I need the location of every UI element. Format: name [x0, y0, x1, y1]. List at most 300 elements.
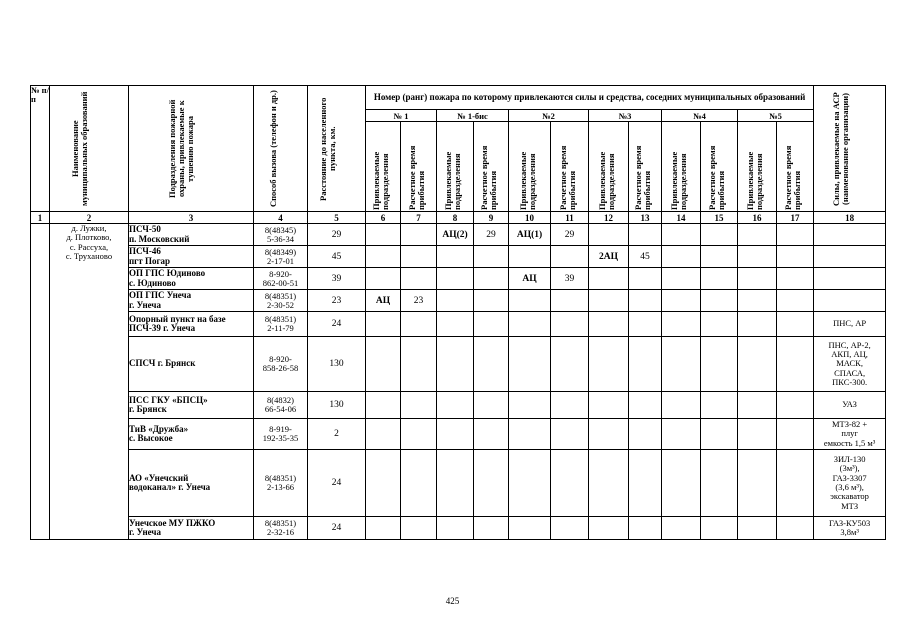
rank-time-cell [401, 450, 437, 517]
rank-time-cell [551, 337, 589, 392]
sub-time-label: Расчетное время прибытия [406, 145, 426, 210]
rank-time-cell [629, 419, 662, 450]
header-forces-label: Силы, привлекаемые на АСР (наименование организации) [830, 91, 850, 206]
text-line: ПНС, АР [833, 318, 867, 329]
rank-units-cell [662, 224, 701, 246]
header-municipality [50, 86, 129, 212]
contact-cell [254, 312, 308, 337]
column-number: 10 [509, 212, 551, 224]
text-line: пгт Погар [129, 255, 171, 266]
rank-time-cell [701, 419, 738, 450]
contact-cell [254, 450, 308, 517]
rank-time-cell [629, 450, 662, 517]
text-line: Опорный пункт на базе [129, 313, 226, 324]
column-number: 5 [308, 212, 366, 224]
rank-units-cell [437, 450, 474, 517]
rank-units-cell [738, 419, 777, 450]
sub-time-5 [701, 122, 738, 212]
rank-units-cell [589, 450, 629, 517]
rank-time-cell [701, 337, 738, 392]
rank-time-cell [701, 312, 738, 337]
sub-time-label: Расчетное время прибытия [633, 145, 652, 210]
column-number: 1 [31, 212, 50, 224]
text-line: 192-35-35 [262, 433, 299, 443]
text-line: д. Лужки, [71, 223, 107, 233]
fire-unit-cell [129, 246, 254, 268]
text-line: ПКС-300. [832, 377, 868, 388]
rank-1bis: № 1-бис [437, 110, 509, 122]
rank-units-cell [366, 224, 401, 246]
fire-unit-cell [129, 290, 254, 312]
text-line: 8(48345) [264, 224, 297, 235]
rank-units-cell [509, 392, 551, 419]
column-number-row [31, 212, 886, 224]
column-number: 13 [629, 212, 662, 224]
text-line: 2-13-66 [267, 482, 294, 492]
rank-time-cell [777, 392, 814, 419]
column-number: 11 [551, 212, 589, 224]
rank-units-cell [589, 517, 629, 540]
text-line: г. Унеча [129, 527, 161, 537]
rank-units-cell [437, 290, 474, 312]
rank-units-cell [437, 246, 474, 268]
rank-time-cell [401, 419, 437, 450]
text-line: ОП ГПС Унеча [129, 290, 192, 301]
rank-time-cell [629, 312, 662, 337]
sub-units-5 [662, 122, 701, 212]
text-line: 8-920- [269, 354, 292, 365]
sub-units-label: Привлекаемые подразделения [443, 151, 462, 210]
distance-cell: 23 [308, 290, 366, 312]
fire-unit-cell [129, 224, 254, 246]
contact-cell [254, 290, 308, 312]
page-number: 425 [445, 596, 460, 606]
rank-units-cell [738, 224, 777, 246]
sub-units-label: Привлекаемые подразделения [596, 151, 616, 210]
rank-time-cell: 39 [551, 268, 589, 290]
text-line: плуг [841, 428, 858, 439]
rank-units-cell [662, 392, 701, 419]
sub-time-label: Расчетное время прибытия [557, 145, 577, 210]
rank-time-cell [474, 450, 509, 517]
rescue-forces-cell [814, 224, 886, 246]
rank-units-cell [738, 392, 777, 419]
text-line: ПСЧ-46 [129, 246, 161, 257]
rank-units-cell [738, 517, 777, 540]
rescue-forces-cell [814, 392, 886, 419]
rank-units-cell [589, 392, 629, 419]
column-number: 17 [777, 212, 814, 224]
fire-forces-table [30, 85, 886, 540]
text-line: 2-30-52 [267, 299, 294, 310]
text-line: 8(48351) [264, 473, 297, 484]
text-line: ТиВ «Дружба» [129, 423, 189, 434]
rank-time-cell [551, 392, 589, 419]
rank-units-cell: АЦ(2) [437, 224, 474, 246]
rank-units-cell [437, 312, 474, 337]
rank-time-cell [629, 224, 662, 246]
rescue-forces-cell [814, 419, 886, 450]
rank-units-cell [589, 224, 629, 246]
fire-unit-cell [129, 268, 254, 290]
text-line: г. Унеча [129, 299, 161, 310]
rank-units-cell [738, 337, 777, 392]
column-number: 3 [129, 212, 254, 224]
rank-time-cell [474, 419, 509, 450]
sub-units-label: Привлекаемые подразделения [517, 151, 537, 210]
text-line: (3,6 м³), [835, 482, 864, 492]
rank-time-cell [551, 246, 589, 268]
rank-units-cell [366, 450, 401, 517]
distance-cell: 130 [308, 337, 366, 392]
table-row [31, 312, 886, 337]
rank-time-cell: 29 [551, 224, 589, 246]
text-line: ГАЗ-3307 [832, 472, 867, 483]
rank-time-cell: 29 [474, 224, 509, 246]
rank-time-cell [551, 419, 589, 450]
table-row [31, 337, 886, 392]
fire-unit-cell [129, 392, 254, 419]
rank-units-cell [738, 312, 777, 337]
rank-time-cell [474, 337, 509, 392]
rank-units-cell [589, 290, 629, 312]
rank-units-cell [366, 337, 401, 392]
sub-units-2 [437, 122, 474, 212]
rank-units-cell: АЦ [509, 268, 551, 290]
rank-time-cell [777, 312, 814, 337]
column-number: 15 [701, 212, 738, 224]
rank-units-cell [437, 337, 474, 392]
distance-cell: 39 [308, 268, 366, 290]
text-line: ОП ГПС Юдиново [129, 268, 206, 279]
text-line: 8(48351) [264, 290, 297, 301]
rescue-forces-cell [814, 517, 886, 540]
rank-time-cell [474, 268, 509, 290]
text-line: МАСК, [836, 358, 863, 369]
distance-cell: 130 [308, 392, 366, 419]
rescue-forces-cell [814, 268, 886, 290]
sub-units-4 [589, 122, 629, 212]
column-number: 16 [738, 212, 777, 224]
municipality-cell [50, 224, 129, 540]
rank-time-cell [777, 224, 814, 246]
rank-units-cell [662, 419, 701, 450]
rank-units-cell [662, 268, 701, 290]
text-line: ГАЗ-КУ503 [828, 517, 871, 528]
rank-units-cell [589, 419, 629, 450]
text-line: г. Брянск [129, 404, 167, 414]
sub-units-label: Привлекаемые подразделения [669, 151, 688, 210]
rank-units-cell [509, 337, 551, 392]
distance-cell: 24 [308, 450, 366, 517]
table-row [31, 246, 886, 268]
table-row [31, 290, 886, 312]
column-number: 4 [254, 212, 308, 224]
sub-time-label: Расчетное время прибытия [707, 145, 726, 210]
text-line: 66-54-06 [264, 404, 297, 414]
text-line: (3м³), [839, 463, 860, 474]
text-line: 858-26-58 [262, 363, 299, 373]
rank-units-cell [437, 268, 474, 290]
rank-units-cell [437, 419, 474, 450]
text-line: 8-920- [269, 268, 292, 279]
column-number: 2 [50, 212, 129, 224]
rank-2: №2 [509, 110, 589, 122]
table-row [31, 392, 886, 419]
header-num-label: № п/п [31, 85, 49, 105]
rank-units-cell [589, 268, 629, 290]
rank-time-cell [701, 392, 738, 419]
rank-units-cell [437, 392, 474, 419]
rank-units-cell [738, 290, 777, 312]
rank-time-cell [474, 246, 509, 268]
rank-time-cell [701, 290, 738, 312]
contact-cell [254, 224, 308, 246]
rank-units-cell [738, 450, 777, 517]
table-row [31, 450, 886, 517]
text-line: с. Высокое [129, 433, 173, 443]
fire-unit-cell [129, 517, 254, 540]
rank-time-cell [701, 268, 738, 290]
rank-time-cell [474, 392, 509, 419]
contact-cell [254, 268, 308, 290]
text-line: 5-36-34 [267, 233, 294, 244]
rank-time-cell: 45 [629, 246, 662, 268]
table-row [31, 517, 886, 540]
sub-units-label: Привлекаемые подразделения [371, 151, 390, 210]
rank-time-cell [777, 268, 814, 290]
column-number: 14 [662, 212, 701, 224]
rank-time-cell [629, 337, 662, 392]
text-line: водоканал» г. Унеча [129, 482, 211, 492]
rank-units-cell [437, 517, 474, 540]
sub-time-label: Расчетное время прибытия [783, 145, 802, 210]
rank-units-cell [509, 450, 551, 517]
text-line: Унечское МУ ПЖКО [129, 517, 216, 528]
rank-units-cell [509, 312, 551, 337]
rank-units-cell [366, 246, 401, 268]
rank-time-cell [629, 392, 662, 419]
rank-time-cell [777, 450, 814, 517]
rank-units-cell [589, 312, 629, 337]
text-line: 8-919- [269, 424, 292, 435]
sub-time-3 [551, 122, 589, 212]
text-line: МТЗ [841, 500, 859, 511]
rank-time-cell [629, 517, 662, 540]
table-header [31, 86, 886, 224]
fire-unit-cell [129, 312, 254, 337]
sub-units-3 [509, 122, 551, 212]
rank-time-cell [701, 450, 738, 517]
rank-time-cell [551, 290, 589, 312]
text-line: СПАСА, [834, 367, 866, 378]
contact-cell [254, 392, 308, 419]
sub-time-2 [474, 122, 509, 212]
sub-time-6 [777, 122, 814, 212]
column-number: 8 [437, 212, 474, 224]
text-line: 3,8м³ [840, 527, 859, 537]
column-number: 6 [366, 212, 401, 224]
header-rank-group [366, 86, 814, 110]
text-line: АО «Унечский [129, 472, 189, 483]
rank-units-cell [589, 337, 629, 392]
header-units-label: Подразделения пожарной охраны, привлекаемые к тушению пожара [167, 99, 195, 198]
rank-units-cell [366, 312, 401, 337]
rank-time-cell [401, 246, 437, 268]
rescue-forces-cell [814, 337, 886, 392]
text-line: с. Рассуха, [69, 241, 109, 252]
rank-time-cell [401, 337, 437, 392]
rank-units-cell: АЦ(1) [509, 224, 551, 246]
sub-units-1 [366, 122, 401, 212]
table-row [31, 268, 886, 290]
rank-units-cell [366, 517, 401, 540]
text-line: 862-00-51 [262, 277, 299, 288]
text-line: 8(48349) [264, 246, 297, 257]
text-line: емкость 1,5 м³ [823, 437, 876, 448]
header-distance [308, 86, 366, 212]
sub-units-label: Привлекаемые подразделения [745, 151, 764, 210]
distance-cell: 45 [308, 246, 366, 268]
header-municipality-label: Наименование муниципальных образований [70, 91, 89, 206]
column-number: 7 [401, 212, 437, 224]
distance-cell: 2 [308, 419, 366, 450]
header-forces [814, 86, 886, 212]
column-number: 9 [474, 212, 509, 224]
table-body [31, 224, 886, 540]
contact-cell [254, 419, 308, 450]
rank-units-cell [509, 246, 551, 268]
text-line: АКП, АЦ, [831, 348, 868, 359]
rank-units-cell [662, 290, 701, 312]
rescue-forces-cell [814, 290, 886, 312]
rescue-forces-cell [814, 312, 886, 337]
rank-time-cell [629, 268, 662, 290]
rank-time-cell [777, 290, 814, 312]
rank-time-cell [551, 450, 589, 517]
rank-time-cell [474, 312, 509, 337]
rank-time-cell [777, 517, 814, 540]
rank-units-cell: АЦ [366, 290, 401, 312]
rank-1: № 1 [366, 110, 437, 122]
text-line: 8(48351) [264, 518, 297, 529]
contact-cell [254, 517, 308, 540]
text-line: ПСС ГКУ «БПСЦ» [129, 394, 208, 405]
rank-time-cell [551, 517, 589, 540]
rank-units-cell [366, 392, 401, 419]
text-line: ПНС, АР-2, [828, 339, 871, 350]
fire-unit-cell [129, 450, 254, 517]
rank-4: №4 [662, 110, 738, 122]
rank-units-cell [366, 268, 401, 290]
rank-units-cell [662, 517, 701, 540]
rank-units-cell [509, 290, 551, 312]
header-rank-group-label: Номер (ранг) пожара по которому привлекаются силы и средства, соседних муниципальных образований [373, 91, 806, 102]
rescue-forces-cell [814, 246, 886, 268]
header-distance-label: Расстояние до населенного пункта, км. [317, 96, 337, 201]
rank-units-cell [738, 268, 777, 290]
text-line: ПСЧ-50 [129, 224, 161, 235]
table-row [31, 224, 886, 246]
contact-cell [254, 246, 308, 268]
contact-cell [254, 337, 308, 392]
text-line: 8(48351) [264, 314, 297, 325]
sub-time-1 [401, 122, 437, 212]
rank-time-cell [701, 224, 738, 246]
rank-units-cell [366, 419, 401, 450]
header-num [31, 86, 50, 212]
rank-time-cell [777, 246, 814, 268]
rank-units-cell: 2АЦ [589, 246, 629, 268]
header-contact-label: Способ вызова (телефон и др.) [267, 90, 278, 207]
rank-time-cell [401, 312, 437, 337]
rank-time-cell [777, 337, 814, 392]
text-line: ПСЧ-39 г. Унеча [129, 323, 196, 333]
text-line: с. Труханово [65, 251, 113, 262]
distance-cell: 24 [308, 517, 366, 540]
rank-3: №3 [589, 110, 662, 122]
text-line: МТЗ-82 + [831, 418, 868, 429]
text-line: 2-32-16 [267, 527, 294, 537]
text-line: 8(4832) [267, 395, 294, 406]
fire-unit-cell [129, 419, 254, 450]
rank-time-cell [401, 268, 437, 290]
rank-units-cell [662, 312, 701, 337]
text-line: экскаватор [830, 491, 869, 502]
rank-units-cell [738, 246, 777, 268]
text-line: УАЗ [842, 399, 857, 410]
fire-unit-cell [129, 337, 254, 392]
rank-time-cell [701, 517, 738, 540]
rank-time-cell [474, 517, 509, 540]
column-number: 18 [814, 212, 886, 224]
distance-cell: 24 [308, 312, 366, 337]
rank-time-cell [629, 290, 662, 312]
rank-units-cell [509, 419, 551, 450]
sub-time-label: Расчетное время прибытия [479, 145, 498, 210]
text-line: 2-17-01 [267, 255, 294, 266]
rank-units-cell [662, 246, 701, 268]
sub-time-4 [629, 122, 662, 212]
row-number-cell [31, 224, 50, 540]
rank-5: №5 [738, 110, 814, 122]
column-number: 12 [589, 212, 629, 224]
rank-time-cell [701, 246, 738, 268]
sub-units-6 [738, 122, 777, 212]
rank-units-cell [662, 337, 701, 392]
rank-time-cell [777, 419, 814, 450]
rescue-forces-cell [814, 450, 886, 517]
distance-cell: 29 [308, 224, 366, 246]
rank-units-cell [509, 517, 551, 540]
rank-time-cell [551, 312, 589, 337]
text-line: с. Юдиново [129, 277, 176, 288]
rank-time-cell [401, 392, 437, 419]
text-line: п. Московский [129, 233, 190, 244]
text-line: ЗИЛ-130 [833, 453, 866, 464]
header-units [129, 86, 254, 212]
rank-time-cell [474, 290, 509, 312]
rank-units-cell [662, 450, 701, 517]
text-line: 2-11-79 [267, 323, 294, 333]
rank-time-cell [401, 224, 437, 246]
text-line: д. Плотково, [66, 232, 112, 243]
rank-time-cell: 23 [401, 290, 437, 312]
rank-time-cell [401, 517, 437, 540]
header-contact [254, 86, 308, 212]
table-row [31, 419, 886, 450]
text-line: СПСЧ г. Брянск [129, 358, 196, 369]
